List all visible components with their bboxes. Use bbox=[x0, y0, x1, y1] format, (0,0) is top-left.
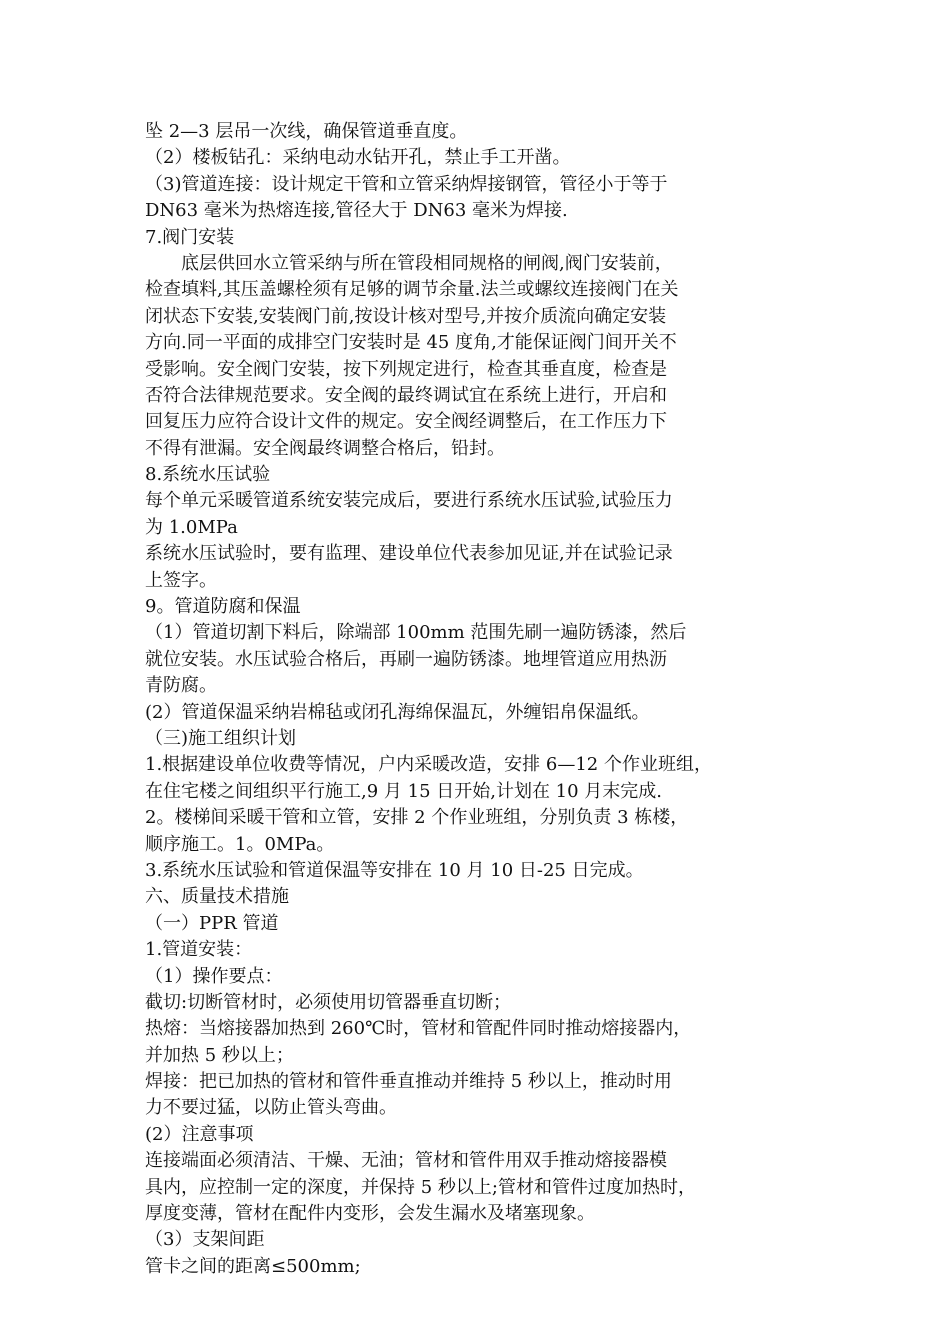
text-line: 底层供回水立管采纳与所在管段相同规格的闸阀,阀门安装前， bbox=[181, 252, 673, 274]
text-line: 顺序施工。1。0MPa。 bbox=[145, 833, 335, 855]
text-line: 管卡之间的距离≤500mm; bbox=[145, 1255, 361, 1277]
text-line: 厚度变薄，管材在配件内变形，会发生漏水及堵塞现象。 bbox=[145, 1203, 595, 1225]
text-line: 力不要过猛，以防止管头弯曲。 bbox=[145, 1097, 397, 1119]
text-line: 在住宅楼之间组织平行施工,9 月 15 日开始,计划在 10 月末完成. bbox=[145, 780, 663, 802]
text-line: （1）操作要点： bbox=[145, 965, 283, 987]
text-line: 8.系统水压试验 bbox=[145, 464, 271, 486]
text-line: 不得有泄漏。安全阀最终调整合格后，铅封。 bbox=[145, 437, 505, 459]
text-line: （2）楼板钻孔：采纳电动水钻开孔，禁止手工开凿。 bbox=[145, 147, 571, 169]
text-line: 为 1.0MPa bbox=[145, 516, 238, 538]
document-body bbox=[145, 119, 817, 1280]
text-line: 上签字。 bbox=[145, 569, 217, 591]
text-line: 2。楼梯间采暖干管和立管，安排 2 个作业班组，分别负责 3 栋楼， bbox=[145, 807, 689, 829]
text-line: （一）PPR 管道 bbox=[145, 912, 279, 934]
text-line: 截切:切断管材时，必须使用切管器垂直切断； bbox=[145, 991, 512, 1013]
text-line: 1.管道安装： bbox=[145, 939, 253, 961]
text-line: 9。管道防腐和保温 bbox=[145, 596, 301, 618]
text-line: 检查填料,其压盖螺栓须有足够的调节余量.法兰或螺纹连接阀门在关 bbox=[145, 279, 679, 301]
text-line: （3）支架间距 bbox=[145, 1229, 265, 1251]
text-line: 就位安装。水压试验合格后，再刷一遍防锈漆。地埋管道应用热沥 bbox=[145, 648, 667, 670]
text-line: 青防腐。 bbox=[145, 675, 217, 697]
text-line: 3.系统水压试验和管道保温等安排在 10 月 10 日-25 日完成。 bbox=[145, 859, 644, 881]
text-line: 坠 2—3 层吊一次线，确保管道垂直度。 bbox=[145, 121, 468, 142]
text-line: DN63 毫米为热熔连接,管径大于 DN63 毫米为焊接. bbox=[145, 200, 568, 222]
text-line: 1.根据建设单位收费等情况，户内采暖改造，安排 6—12 个作业班组， bbox=[145, 754, 712, 776]
text-line: 连接端面必须清洁、干燥、无油；管材和管件用双手推动熔接器模 bbox=[145, 1150, 667, 1172]
text-line: 受影响。安全阀门安装，按下列规定进行，检查其垂直度，检查是 bbox=[145, 358, 667, 380]
text-line: （1）管道切割下料后，除端部 100mm 范围先刷一遍防锈漆，然后 bbox=[145, 622, 687, 644]
text-line: 热熔：当熔接器加热到 260℃时，管材和管配件同时推动熔接器内， bbox=[145, 1018, 692, 1040]
text-line: 7.阀门安装 bbox=[145, 226, 235, 248]
text-line: （3)管道连接：设计规定干管和立管采纳焊接钢管，管径小于等于 bbox=[145, 173, 668, 195]
text-line: (2）注意事项 bbox=[145, 1123, 254, 1145]
text-line: 六、质量技术措施 bbox=[145, 886, 289, 908]
text-line: 并加热 5 秒以上； bbox=[145, 1044, 294, 1066]
text-line: (2）管道保温采纳岩棉毡或闭孔海绵保温瓦，外缠铝帛保温纸。 bbox=[145, 701, 650, 723]
text-line: 焊接：把已加热的管材和管件垂直推动并维持 5 秒以上，推动时用 bbox=[145, 1071, 672, 1093]
text-line: 每个单元采暖管道系统安装完成后，要进行系统水压试验,试验压力 bbox=[145, 490, 673, 512]
text-line: 具内，应控制一定的深度，并保持 5 秒以上;管材和管件过度加热时， bbox=[145, 1176, 696, 1198]
text-line: 回复压力应符合设计文件的规定。安全阀经调整后，在工作压力下 bbox=[145, 411, 667, 433]
text-line: 否符合法律规范要求。安全阀的最终调试宜在系统上进行，开启和 bbox=[145, 384, 667, 406]
text-line: 系统水压试验时，要有监理、建设单位代表参加见证,并在试验记录 bbox=[145, 543, 673, 565]
text-line: （三)施工组织计划 bbox=[145, 727, 297, 749]
text-line: 方向.同一平面的成排空门安装时是 45 度角,才能保证阀门间开关不 bbox=[145, 332, 677, 354]
text-line: 闭状态下安装,安装阀门前,按设计核对型号,并按介质流向确定安装 bbox=[145, 305, 667, 327]
